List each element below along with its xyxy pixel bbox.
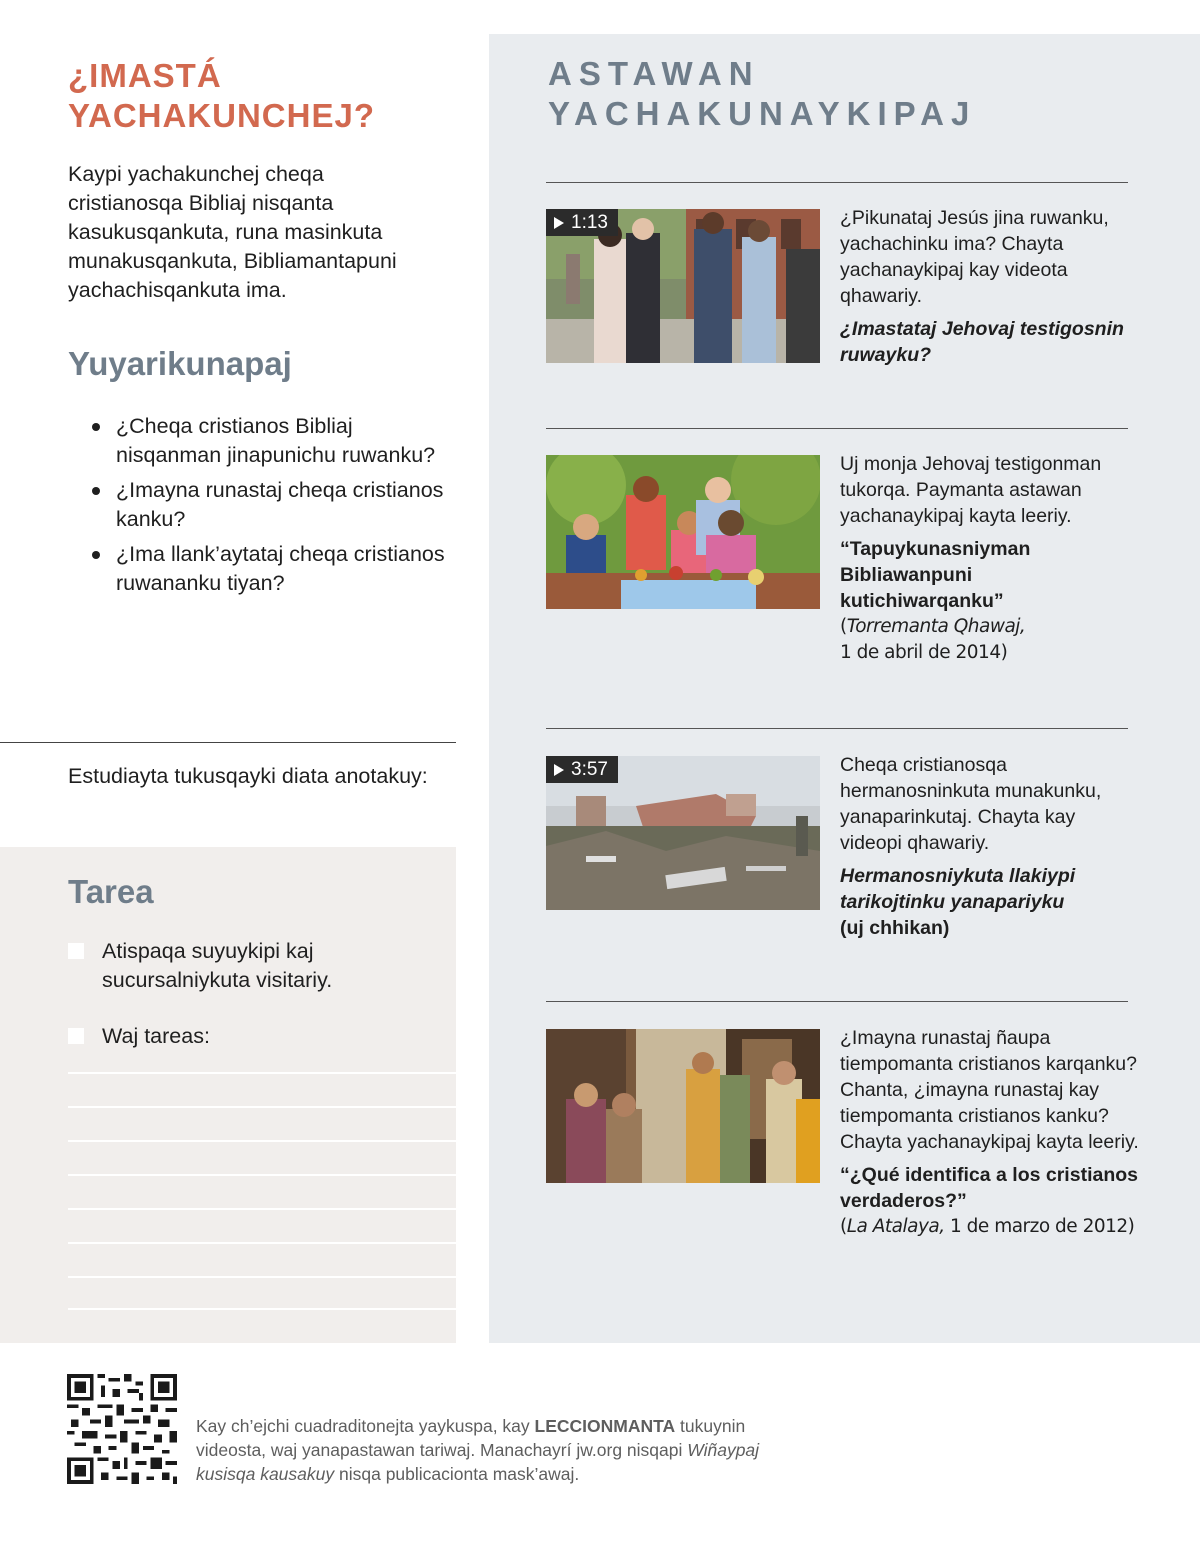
homework-item-visit[interactable]	[68, 937, 438, 997]
painting-thumbnail-4	[546, 1029, 820, 1183]
homework-box	[0, 847, 456, 1343]
entry-1	[840, 205, 1140, 368]
entry-divider	[546, 182, 1128, 183]
writing-line[interactable]	[68, 1140, 456, 1142]
footer-note	[196, 1414, 816, 1486]
video-link-suffix: (uj chhikan)	[840, 917, 950, 939]
early-christians-painting	[546, 1029, 820, 1183]
homework-item-label: Waj tareas:	[102, 1024, 210, 1048]
video-link[interactable]: Hermanosniykuta llakiypi tarikojtinku yanapariyku	[840, 865, 1076, 913]
entry-4	[840, 1025, 1140, 1240]
play-icon	[554, 764, 564, 776]
bullet-icon	[92, 423, 100, 431]
duration-badge	[546, 209, 618, 236]
writing-line[interactable]	[68, 1072, 456, 1074]
publication-date: 1 de marzo de 2012)	[950, 1216, 1135, 1237]
entry-2	[840, 451, 1140, 666]
publication-date: 1 de abril de 2014)	[840, 642, 1008, 663]
video-link[interactable]: ¿Imastataj Jehovaj testigosnin ruwayku?	[840, 318, 1124, 366]
article-source	[840, 1214, 1140, 1240]
homework-heading: Tarea	[68, 873, 154, 910]
bullet-icon	[92, 487, 100, 495]
photo-thumbnail-2	[546, 455, 820, 609]
page-title	[68, 56, 468, 136]
date-note: Estudiayta tukusqayki diata anotakuy:	[68, 764, 428, 788]
questions-list	[92, 412, 452, 604]
video-thumbnail-3[interactable]	[546, 756, 820, 910]
article-source	[840, 614, 1140, 666]
question-text: ¿Cheqa cristianos Bibliaj nisqanman jinapunichu ruwanku?	[116, 414, 436, 467]
entry-divider	[546, 728, 1128, 729]
footer-text-1: Kay ch’ejchi cuadraditonejta yaykuspa, kay	[196, 1416, 535, 1436]
article-link[interactable]: “¿Qué identifica a los cristianos verdaderos?”	[840, 1164, 1138, 1212]
publication-name: Torremanta Qhawaj,	[846, 616, 1026, 637]
learn-more-title-line1: ASTAWAN	[548, 55, 760, 92]
writing-line[interactable]	[68, 1208, 456, 1210]
entry-3	[840, 752, 1140, 941]
entry-divider	[546, 1001, 1128, 1002]
page-title-line1: ¿IMASTÁ	[68, 57, 222, 94]
qr-code-icon[interactable]	[67, 1374, 177, 1484]
question-text: ¿Imayna runastaj cheqa cristianos kanku?	[116, 478, 444, 531]
list-item	[92, 540, 452, 597]
footer-text-bold: LECCIONMANTA	[534, 1416, 676, 1436]
writing-line[interactable]	[68, 1174, 456, 1176]
checkbox[interactable]	[68, 943, 84, 959]
checkbox[interactable]	[68, 1028, 84, 1044]
entry-text: Uj monja Jehovaj testigonman tukorqa. Paymanta astawan yachanaykipaj kayta leeriy.	[840, 453, 1102, 527]
question-text: ¿Ima llank’aytataj cheqa cristianos ruwananku tiyan?	[116, 542, 445, 595]
entry-divider	[546, 428, 1128, 429]
publication-name: La Atalaya,	[846, 1216, 945, 1237]
family-meal-image	[546, 455, 820, 609]
paren-open: (	[840, 616, 847, 637]
writing-line[interactable]	[68, 1106, 456, 1108]
list-item	[92, 412, 452, 469]
learn-more-title-line2: YACHAKUNAYKIPAJ	[548, 95, 977, 132]
entry-text: Cheqa cristianosqa hermanosninkuta munakunku, yanaparinkutaj. Chayta kay videopi qhawariy.	[840, 754, 1102, 854]
entry-text: ¿Pikunataj Jesús jina ruwanku, yachachinku ima? Chayta yachanaykipaj kay videota qhawariy.	[840, 207, 1109, 307]
intro-paragraph: Kaypi yachakunchej cheqa cristianosqa Bibliaj nisqanta kasukusqankuta, runa masinkuta munakusqankuta, Bibliamantapuni yachachisqankuta ima.	[68, 162, 397, 302]
footer-text-2: tukuynin videosta, waj yanapastawan tariwaj. Manachayrí jw.org nisqapi	[196, 1416, 746, 1460]
video-thumbnail-1[interactable]	[546, 209, 820, 363]
article-link[interactable]: “Tapuykunasniyman Bibliawanpuni kutichiwarqanku”	[840, 538, 1031, 612]
section-divider	[0, 742, 456, 743]
questions-heading: Yuyarikunapaj	[68, 345, 292, 382]
homework-item-label: Atispaqa suyuykipi kaj sucursalniykuta visitariy.	[102, 939, 333, 992]
duration-badge	[546, 756, 618, 783]
qr-code-graphic	[67, 1374, 177, 1484]
homework-item-other[interactable]	[68, 1022, 438, 1052]
writing-line[interactable]	[68, 1242, 456, 1244]
duration-text: 3:57	[571, 759, 608, 780]
page-title-line2: YACHAKUNCHEJ?	[68, 97, 375, 134]
duration-text: 1:13	[571, 212, 608, 233]
learn-more-title	[548, 54, 1148, 134]
writing-line[interactable]	[68, 1276, 456, 1278]
footer-book-title: Wiñaypaj kusisqa kausakuy	[196, 1440, 760, 1484]
list-item	[92, 476, 452, 533]
bullet-icon	[92, 551, 100, 559]
footer-text-3: nisqa publicacionta mask’awaj.	[334, 1464, 580, 1484]
writing-line[interactable]	[68, 1308, 456, 1310]
paren-open: (	[840, 1216, 847, 1237]
entry-text: ¿Imayna runastaj ñaupa tiempomanta cristianos karqanku? Chanta, ¿imayna runastaj kay tiempomanta cristianos kanku? Chayta yachanaykipaj kayta leeriy.	[840, 1027, 1139, 1153]
play-icon	[554, 217, 564, 229]
